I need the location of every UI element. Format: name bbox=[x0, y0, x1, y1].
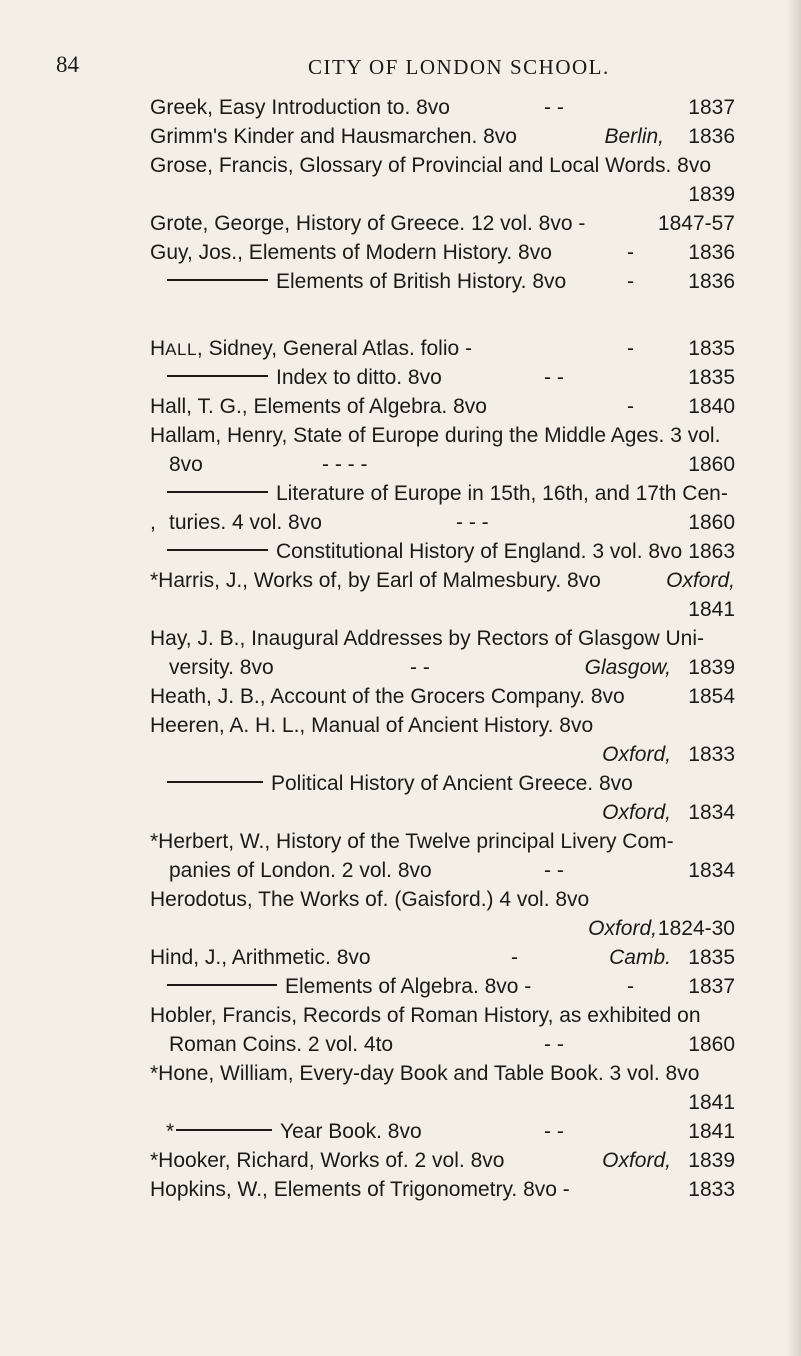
entry-text-group bbox=[176, 1117, 422, 1146]
entry-date: 1839 bbox=[688, 1149, 735, 1172]
entry-separator: - bbox=[627, 241, 634, 264]
entry-date: 1847-57 bbox=[657, 212, 735, 235]
entry-text: Hallam, Henry, State of Europe during the Middle Ages. 3 vol. bbox=[150, 424, 721, 447]
small-caps-initial: H bbox=[150, 337, 166, 360]
list-item bbox=[0, 334, 801, 363]
entry-date: 1841 bbox=[688, 1120, 735, 1143]
entry-separator: - - bbox=[544, 1120, 564, 1143]
list-item bbox=[0, 827, 801, 856]
entry-text: Hay, J. B., Inaugural Addresses by Rectors of Glasgow Uni- bbox=[150, 627, 705, 650]
entry-text: , Sidney, General Atlas. folio - bbox=[196, 337, 473, 360]
list-item bbox=[0, 151, 801, 180]
list-item bbox=[0, 624, 801, 653]
running-title: CITY OF LONDON SCHOOL. bbox=[308, 55, 610, 79]
entry-date: 1839 bbox=[688, 656, 735, 679]
entry-text: *Harris, J., Works of, by Earl of Malmesbury. 8vo bbox=[150, 569, 601, 592]
entry-date: 1837 bbox=[688, 96, 735, 119]
entry-text: Literature of Europe in 15th, 16th, and 17th Cen- bbox=[276, 482, 728, 505]
entry-text: versity. 8vo bbox=[169, 656, 274, 679]
entry-text: Greek, Easy Introduction to. 8vo bbox=[150, 96, 450, 119]
stray-mark: , bbox=[150, 511, 156, 534]
list-item bbox=[0, 914, 801, 943]
entry-text: *Hone, William, Every-day Book and Table Book. 3 vol. 8vo bbox=[150, 1062, 700, 1085]
entry-date: 1835 bbox=[688, 946, 735, 969]
ditto-rule bbox=[176, 1129, 272, 1131]
entry-separator: - bbox=[627, 270, 634, 293]
catalogue-list bbox=[0, 93, 801, 1204]
entry-date: 1833 bbox=[688, 1178, 735, 1201]
entry-date: 1833 bbox=[688, 743, 735, 766]
list-item bbox=[0, 1030, 801, 1059]
entry-date: 1860 bbox=[688, 511, 735, 534]
list-item bbox=[0, 1001, 801, 1030]
list-item bbox=[0, 943, 801, 972]
entry-date: 1863 bbox=[688, 540, 735, 563]
ditto-rule bbox=[167, 984, 277, 986]
entry-date: 1836 bbox=[688, 125, 735, 148]
entry-text-group bbox=[150, 334, 472, 364]
list-item bbox=[0, 537, 801, 566]
entry-date: 1834 bbox=[688, 859, 735, 882]
list-item bbox=[0, 363, 801, 392]
entry-place: Oxford, bbox=[602, 743, 671, 766]
entry-date: 1836 bbox=[688, 241, 735, 264]
list-item bbox=[0, 711, 801, 740]
page-number: 84 bbox=[56, 52, 79, 77]
ditto-asterisk: * bbox=[166, 1120, 175, 1143]
list-item bbox=[0, 479, 801, 508]
entry-place: Camb. bbox=[609, 946, 671, 969]
entry-place: Oxford, bbox=[588, 917, 657, 940]
entry-text-group bbox=[167, 363, 442, 392]
entry-date: 1841 bbox=[688, 1091, 735, 1114]
entry-text: Grote, George, History of Greece. 12 vol. 8vo - bbox=[150, 212, 586, 235]
list-item bbox=[0, 1059, 801, 1088]
entry-date: 1860 bbox=[688, 453, 735, 476]
ditto-rule bbox=[167, 491, 268, 493]
entry-separator: - bbox=[627, 975, 634, 998]
entry-separator: - - - bbox=[456, 511, 489, 534]
list-item bbox=[0, 392, 801, 421]
entry-text: Constitutional History of England. 3 vol. 8vo bbox=[276, 540, 683, 563]
entry-text-group bbox=[167, 479, 728, 508]
entry-text: 8vo bbox=[169, 453, 203, 476]
entry-text: Year Book. 8vo bbox=[280, 1120, 422, 1143]
entry-text: Grimm's Kinder and Hausmarchen. 8vo bbox=[150, 125, 517, 148]
entry-place: Glasgow, bbox=[584, 656, 671, 679]
entry-text-group bbox=[167, 267, 566, 296]
entry-date: 1835 bbox=[688, 366, 735, 389]
entry-separator: - - bbox=[544, 96, 564, 119]
entry-text-group bbox=[167, 972, 531, 1001]
list-item bbox=[0, 122, 801, 151]
entry-date: 1839 bbox=[688, 183, 735, 206]
entry-text: Index to ditto. 8vo bbox=[276, 366, 442, 389]
list-item bbox=[0, 508, 801, 537]
list-item bbox=[0, 450, 801, 479]
list-item bbox=[0, 93, 801, 122]
entry-text: Hall, T. G., Elements of Algebra. 8vo bbox=[150, 395, 487, 418]
entry-separator: - - bbox=[544, 366, 564, 389]
entry-text: Hind, J., Arithmetic. 8vo bbox=[150, 946, 371, 969]
entry-date: 1840 bbox=[688, 395, 735, 418]
list-item bbox=[0, 856, 801, 885]
list-item bbox=[0, 238, 801, 267]
entry-date: 1854 bbox=[688, 685, 735, 708]
entry-place: Berlin, bbox=[604, 125, 664, 148]
list-item bbox=[0, 595, 801, 624]
entry-text-group bbox=[167, 537, 682, 566]
list-item bbox=[0, 653, 801, 682]
entry-date: 1860 bbox=[688, 1033, 735, 1056]
list-item bbox=[0, 682, 801, 711]
entry-text: Heath, J. B., Account of the Grocers Company. 8vo bbox=[150, 685, 625, 708]
entry-text: panies of London. 2 vol. 8vo bbox=[169, 859, 432, 882]
list-item bbox=[0, 1175, 801, 1204]
entry-separator: - - bbox=[544, 859, 564, 882]
page-header bbox=[56, 52, 756, 86]
small-caps-rest: ALL bbox=[165, 340, 197, 359]
entry-text: Roman Coins. 2 vol. 4to bbox=[169, 1033, 394, 1056]
ditto-rule bbox=[167, 279, 268, 281]
entry-date: 1834 bbox=[688, 801, 735, 824]
entry-separator: - bbox=[627, 395, 634, 418]
entry-text: *Hooker, Richard, Works of. 2 vol. 8vo bbox=[150, 1149, 505, 1172]
entry-text: Herodotus, The Works of. (Gaisford.) 4 vol. 8vo bbox=[150, 888, 590, 911]
entry-text: Elements of Algebra. 8vo - bbox=[285, 975, 532, 998]
entry-text: Political History of Ancient Greece. 8vo bbox=[271, 772, 633, 795]
list-item bbox=[0, 1088, 801, 1117]
list-item bbox=[0, 566, 801, 595]
list-item bbox=[0, 1146, 801, 1175]
entry-text: Heeren, A. H. L., Manual of Ancient History. 8vo bbox=[150, 714, 594, 737]
list-item bbox=[0, 267, 801, 296]
ditto-rule bbox=[167, 781, 263, 783]
entry-date: 1836 bbox=[688, 270, 735, 293]
entry-date: 1824-30 bbox=[657, 917, 735, 940]
list-item bbox=[0, 972, 801, 1001]
list-item bbox=[0, 769, 801, 798]
entry-date: 1835 bbox=[688, 337, 735, 360]
entry-date: 1841 bbox=[688, 598, 735, 621]
entry-separator: - - - - bbox=[322, 453, 368, 476]
entry-text: Hobler, Francis, Records of Roman History, as exhibited on bbox=[150, 1004, 701, 1027]
entry-separator: - bbox=[511, 946, 518, 969]
list-item bbox=[0, 1117, 801, 1146]
entry-place: Oxford, bbox=[602, 801, 671, 824]
list-item bbox=[0, 798, 801, 827]
list-item bbox=[0, 209, 801, 238]
entry-place: Oxford, bbox=[602, 1149, 671, 1172]
entry-text: Grose, Francis, Glossary of Provincial and Local Words. 8vo bbox=[150, 154, 712, 177]
list-item bbox=[0, 421, 801, 450]
ditto-rule bbox=[167, 549, 268, 551]
entry-text-group bbox=[167, 769, 633, 798]
entry-separator: - bbox=[627, 337, 634, 360]
list-item bbox=[0, 740, 801, 769]
entry-place: Oxford, bbox=[666, 569, 735, 592]
list-item bbox=[0, 180, 801, 209]
entry-date: 1837 bbox=[688, 975, 735, 998]
ditto-rule bbox=[167, 375, 268, 377]
entry-text: Hopkins, W., Elements of Trigonometry. 8vo - bbox=[150, 1178, 570, 1201]
entry-text: Elements of British History. 8vo bbox=[276, 270, 567, 293]
list-item bbox=[0, 885, 801, 914]
entry-text: Guy, Jos., Elements of Modern History. 8vo bbox=[150, 241, 552, 264]
entry-separator: - - bbox=[544, 1033, 564, 1056]
entry-separator: - - bbox=[410, 656, 430, 679]
entry-text: *Herbert, W., History of the Twelve principal Livery Com- bbox=[150, 830, 674, 853]
entry-text: turies. 4 vol. 8vo bbox=[169, 511, 322, 534]
